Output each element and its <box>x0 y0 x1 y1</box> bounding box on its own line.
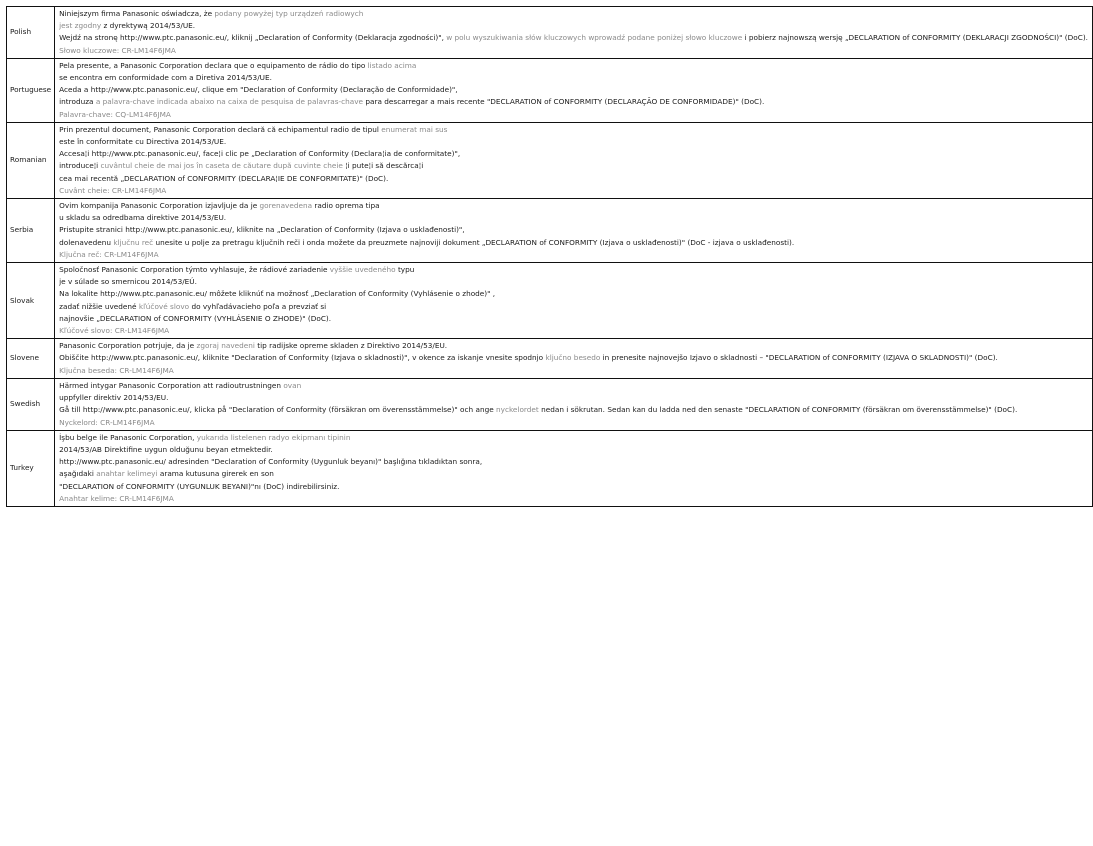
declaration-text: para descarregar a mais recente "DECLARATION of CONFORMITY (DECLARAÇÃO DE CONFORMIDADE)" (DoC). <box>363 97 765 107</box>
declaration-text: introduce¦i <box>59 161 101 171</box>
declaration-text: Spoločnosť Panasonic Corporation týmto vyhlasuje, že rádiové zariadenie <box>59 265 330 275</box>
declaration-text: Wejdź na stronę http://www.ptc.panasonic.eu/, kliknij „Declaration of Conformity (Deklaracja zgodności)", <box>59 33 447 43</box>
declaration-text-cell <box>55 430 1093 506</box>
text-line <box>59 417 1088 429</box>
declaration-table <box>6 6 1093 507</box>
declaration-text: İşbu belge ile Panasonic Corporation, <box>59 432 197 442</box>
table-row <box>7 378 1093 430</box>
declaration-text-cell <box>55 199 1093 263</box>
declaration-text-cell <box>55 263 1093 339</box>
declaration-text: u skladu sa odredbama direktive 2014/53/EU. <box>59 213 227 223</box>
table-row <box>7 263 1093 339</box>
text-line <box>59 404 1088 416</box>
text-line <box>59 432 1088 444</box>
translated-phrase-text: zgoraj navedeni <box>196 341 255 351</box>
declaration-text: aşağıdaki <box>59 469 97 479</box>
declaration-text: unesite u polje za pretragu ključnih reči i onda možete da preuzmete najnoviji dokument „DECLARATION of CONFORMITY (Izjava o usklađenosti)" (DoC - izjava o usklađenosti). <box>153 237 795 247</box>
declaration-text: cea mai recentă „DECLARATION of CONFORMITY (DECLARA¦IE DE CONFORMITATE)" (DoC). <box>59 173 389 183</box>
declaration-text: nedan i sökrutan. Sedan kan du ladda ned den senaste "DECLARATION of CONFORMITY (försäkran om överensstämmelse)" (DoC). <box>538 405 1018 415</box>
text-line <box>59 288 1088 300</box>
text-line <box>59 185 1088 197</box>
declaration-text-cell <box>55 7 1093 59</box>
text-line <box>59 72 1088 84</box>
translated-phrase-text: enumerat mai sus <box>381 124 448 134</box>
text-line <box>59 173 1088 185</box>
declaration-table-body <box>7 7 1093 507</box>
text-line <box>59 392 1088 404</box>
text-line <box>59 352 1088 364</box>
text-line <box>59 237 1088 249</box>
text-line <box>59 325 1088 337</box>
translated-phrase-text: vyššie uvedeného <box>329 265 396 275</box>
translated-phrase-text: nyckelordet <box>496 405 539 415</box>
declaration-text: este în conformitate cu Directiva 2014/53/UE. <box>59 137 227 147</box>
text-line <box>59 124 1088 136</box>
text-line <box>59 148 1088 160</box>
text-line <box>59 32 1088 44</box>
text-line <box>59 60 1088 72</box>
declaration-text: Obiščite http://www.ptc.panasonic.eu/, kliknite "Declaration of Conformity (Izjava o skladnosti)", v okence za iskanje vnesite spodnjo <box>59 353 546 363</box>
language-cell: Turkey <box>7 430 55 506</box>
translated-phrase-text: podany powyżej typ urządzeń radiowych <box>214 9 364 18</box>
declaration-text: i pobierz najnowszą wersję „DECLARATION of CONFORMITY (DEKLARACJI ZGODNOŚCI)" (DoC). <box>742 33 1088 43</box>
declaration-text: introduza <box>59 97 96 107</box>
translated-phrase-text: gorenavedena <box>259 201 313 211</box>
declaration-text-cell <box>55 378 1093 430</box>
translated-phrase-text: Słowo kluczowe: CR-LM14F6JMA <box>59 45 176 55</box>
table-row <box>7 430 1093 506</box>
declaration-text: Accesa¦i http://www.ptc.panasonic.eu/, face¦i clic pe „Declaration of Conformity (Declara¦ia de conformitate)", <box>59 149 461 159</box>
text-line <box>59 136 1088 148</box>
declaration-text: z dyrektywą 2014/53/UE. <box>103 21 196 31</box>
declaration-text: je v súlade so smernicou 2014/53/EÚ. <box>59 277 197 287</box>
translated-phrase-text: ključnu reč <box>113 237 154 247</box>
text-line <box>59 212 1088 224</box>
language-cell: Serbia <box>7 199 55 263</box>
translated-phrase-text: ovan <box>283 380 302 390</box>
language-cell: Portuguese <box>7 58 55 122</box>
text-line <box>59 109 1088 121</box>
translated-phrase-text: w polu wyszukiwania słów kluczowych wprowadź podane poniżej słowo kluczowe <box>446 33 743 43</box>
declaration-text: Pela presente, a Panasonic Corporation declara que o equipamento de rádio do tipo <box>59 60 368 70</box>
table-row <box>7 199 1093 263</box>
declaration-text-cell <box>55 339 1093 379</box>
declaration-text: dolenavedenu <box>59 237 114 247</box>
declaration-text: Prin prezentul document, Panasonic Corporation declară că echipamentul radio de tipul <box>59 124 382 134</box>
text-line <box>59 224 1088 236</box>
declaration-text: Ovim kompanija Panasonic Corporation izjavljuje da je <box>59 201 260 211</box>
declaration-text: http://www.ptc.panasonic.eu/ adresinden "Declaration of Conformity (Uygunluk beyanı)" başlığına tıkladıktan sonra, <box>59 457 483 467</box>
translated-phrase-text: anahtar kelimeyi <box>96 469 158 479</box>
translated-phrase-text: Ključna beseda: CR-LM14F6JMA <box>59 365 174 375</box>
table-row <box>7 339 1093 379</box>
translated-phrase-text: jest zgodny <box>59 21 104 31</box>
text-line <box>59 160 1088 172</box>
declaration-text: najnovšie „DECLARATION of CONFORMITY (VYHLÁSENIE O ZHODE)" (DoC). <box>59 313 332 323</box>
declaration-text: Pristupite stranici http://www.ptc.panasonic.eu/, kliknite na „Declaration of Conformity (Izjava o usklađenosti)", <box>59 225 465 235</box>
text-line <box>59 380 1088 392</box>
text-line <box>59 20 1088 32</box>
translated-phrase-text: Ključna reč: CR-LM14F6JMA <box>59 249 159 259</box>
declaration-text: 2014/53/AB Direktifine uygun olduğunu beyan etmektedir. <box>59 444 273 454</box>
declaration-text: tip radijske opreme skladen z Direktivo 2014/53/EU. <box>254 341 448 351</box>
language-cell: Romanian <box>7 122 55 198</box>
table-row <box>7 122 1093 198</box>
declaration-text: do vyhľadávacieho poľa a prevziať si <box>189 301 327 311</box>
text-line <box>59 96 1088 108</box>
text-line <box>59 493 1088 505</box>
declaration-text: radio oprema tipa <box>312 201 380 211</box>
translated-phrase-text: cuvântul cheie de mai jos în caseta de căutare după cuvinte cheie <box>100 161 346 171</box>
declaration-text: ¦i pute¦i să descărca¦i <box>345 161 424 171</box>
text-line <box>59 340 1088 352</box>
translated-phrase-text: yukarıda listelenen radyo ekipmanı tipinin <box>196 432 351 442</box>
declaration-text: Härmed intygar Panasonic Corporation att radioutrustningen <box>59 380 284 390</box>
translated-phrase-text: a palavra-chave indicada abaixo na caixa de pesquisa de palavras-chave <box>95 97 364 107</box>
translated-phrase-text: Cuvânt cheie: CR-LM14F6JMA <box>59 185 167 195</box>
translated-phrase-text: listado acima <box>367 60 417 70</box>
text-line <box>59 468 1088 480</box>
translated-phrase-text: Anahtar kelime: CR-LM14F6JMA <box>59 493 174 503</box>
translated-phrase-text: Kľúčové slovo: CR-LM14F6JMA <box>59 326 170 336</box>
declaration-text: zadať nižšie uvedené <box>59 301 139 311</box>
text-line <box>59 249 1088 261</box>
declaration-text: Na lokalite http://www.ptc.panasonic.eu/ môžete kliknúť na možnosť „Declaration of Conformity (Vyhlásenie o zhode)" , <box>59 289 496 299</box>
declaration-text: in prenesite najnovejšo Izjavo o skladnosti – "DECLARATION of CONFORMITY (IZJAVA O SKLADNOSTI)" (DoC). <box>600 353 998 363</box>
text-line <box>59 301 1088 313</box>
language-cell: Swedish <box>7 378 55 430</box>
translated-phrase-text: ključno besedo <box>545 353 601 363</box>
translated-phrase-text: Palavra-chave: CQ-LM14F6JMA <box>59 109 171 119</box>
table-row <box>7 7 1093 59</box>
declaration-text: Aceda a http://www.ptc.panasonic.eu/, clique em "Declaration of Conformity (Declaração de Conformidade)", <box>59 85 458 95</box>
declaration-text: typu <box>395 265 415 275</box>
declaration-text: Niniejszym firma Panasonic oświadcza, że <box>59 9 215 18</box>
translated-phrase-text: kľúčové slovo <box>138 301 190 311</box>
text-line <box>59 444 1088 456</box>
text-line <box>59 200 1088 212</box>
text-line <box>59 264 1088 276</box>
text-line <box>59 481 1088 493</box>
declaration-text: uppfyller direktiv 2014/53/EU. <box>59 393 169 403</box>
text-line <box>59 313 1088 325</box>
language-cell: Slovene <box>7 339 55 379</box>
text-line <box>59 276 1088 288</box>
table-row <box>7 58 1093 122</box>
declaration-text: Gå till http://www.ptc.panasonic.eu/, klicka på "Declaration of Conformity (försäkran om överensstämmelse)" och ange <box>59 405 497 415</box>
language-cell: Slovak <box>7 263 55 339</box>
language-cell: Polish <box>7 7 55 59</box>
declaration-text-cell <box>55 122 1093 198</box>
declaration-text: Panasonic Corporation potrjuje, da je <box>59 341 197 351</box>
text-line <box>59 45 1088 57</box>
declaration-text: se encontra em conformidade com a Diretiva 2014/53/UE. <box>59 73 272 83</box>
text-line <box>59 365 1088 377</box>
text-line <box>59 456 1088 468</box>
text-line <box>59 8 1088 20</box>
declaration-text: arama kutusuna girerek en son <box>157 469 274 479</box>
declaration-text-cell <box>55 58 1093 122</box>
text-line <box>59 84 1088 96</box>
declaration-text: "DECLARATION of CONFORMITY (UYGUNLUK BEYANI)"nı (DoC) indirebilirsiniz. <box>59 481 340 491</box>
translated-phrase-text: Nyckelord: CR-LM14F6JMA <box>59 417 155 427</box>
